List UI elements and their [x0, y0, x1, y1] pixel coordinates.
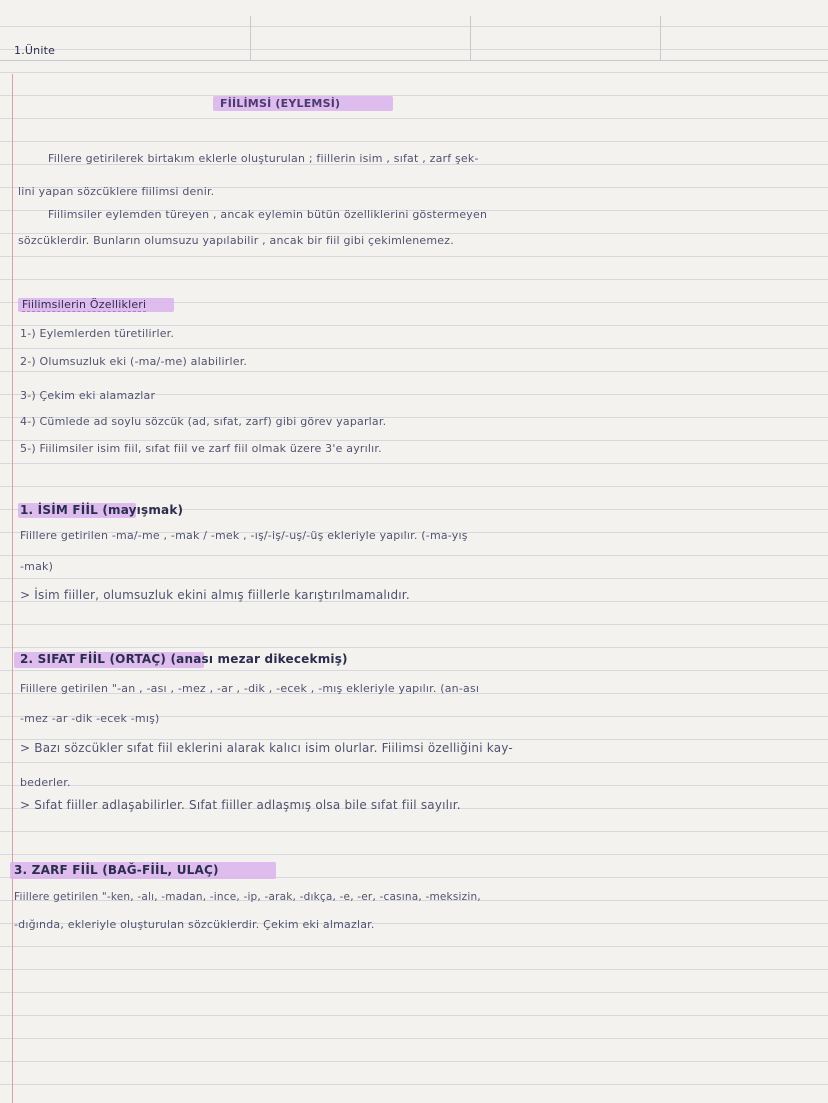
section-heading: 1. İSİM FİİL (mayışmak): [20, 503, 184, 517]
section-line: -dığında, ekleriyle oluşturulan sözcüklerdir. Çekim eki almazlar.: [14, 918, 375, 931]
intro-line: Fiilimsiler eylemden türeyen , ancak eylemin bütün özelliklerini göstermeyen: [48, 208, 488, 221]
feature-item: 1-) Eylemlerden türetilirler.: [20, 327, 175, 340]
section-line: > İsim fiiller, olumsuzluk ekini almış fiillerle karıştırılmamalıdır.: [20, 588, 410, 602]
header-cell: [470, 16, 661, 61]
page-title: FİİLİMSİ (EYLEMSİ): [220, 97, 341, 110]
margin-line: [12, 74, 13, 1103]
features-heading: Fiilimsilerin Özellikleri: [22, 298, 147, 311]
header-cell: [660, 16, 828, 61]
section-heading: 2. SIFAT FİİL (ORTAÇ) (anası mezar dikecekmiş): [20, 652, 348, 666]
section-heading: 3. ZARF FİİL (BAĞ-FİİL, ULAÇ): [14, 863, 219, 877]
section-line: Fiillere getirilen "-ken, -alı, -madan, -ince, -ip, -arak, -dıkça, -e, -er, -casına, -meksizin,: [14, 891, 481, 903]
section-line: bederler.: [20, 776, 71, 789]
intro-line: Fillere getirilerek birtakım eklerle oluşturulan ; fiillerin isim , sıfat , zarf şek-: [48, 152, 479, 165]
section-line: Fiillere getirilen "-an , -ası , -mez , -ar , -dik , -ecek , -mış ekleriyle yapılır. (an-ası: [20, 682, 480, 695]
section-line: > Bazı sözcükler sıfat fiil eklerini alarak kalıcı isim olurlar. Fiilimsi özelliğini kay-: [20, 741, 513, 755]
feature-item: 3-) Çekim eki alamazlar: [20, 389, 156, 402]
intro-line: sözcüklerdir. Bunların olumsuzu yapılabilir , ancak bir fiil gibi çekimlenemez.: [18, 234, 454, 247]
section-line: -mak): [20, 560, 54, 573]
feature-item: 4-) Cümlede ad soylu sözcük (ad, sıfat, zarf) gibi görev yaparlar.: [20, 415, 387, 428]
unit-label: 1.Ünite: [14, 44, 56, 57]
section-line: -mez -ar -dik -ecek -mış): [20, 712, 160, 725]
section-line: > Sıfat fiiller adlaşabilirler. Sıfat fiiller adlaşmış olsa bile sıfat fiil sayılır.: [20, 798, 461, 812]
feature-item: 2-) Olumsuzluk eki (-ma/-me) alabilirler.: [20, 355, 248, 368]
section-line: Fiillere getirilen -ma/-me , -mak / -mek , -ış/-iş/-uş/-üş ekleriyle yapılır. (-ma-yış: [20, 529, 468, 542]
intro-line: lini yapan sözcüklere fiilimsi denir.: [18, 185, 215, 198]
header-cell: [250, 16, 471, 61]
feature-item: 5-) Fiilimsiler isim fiil, sıfat fiil ve zarf fiil olmak üzere 3'e ayrılır.: [20, 442, 382, 455]
